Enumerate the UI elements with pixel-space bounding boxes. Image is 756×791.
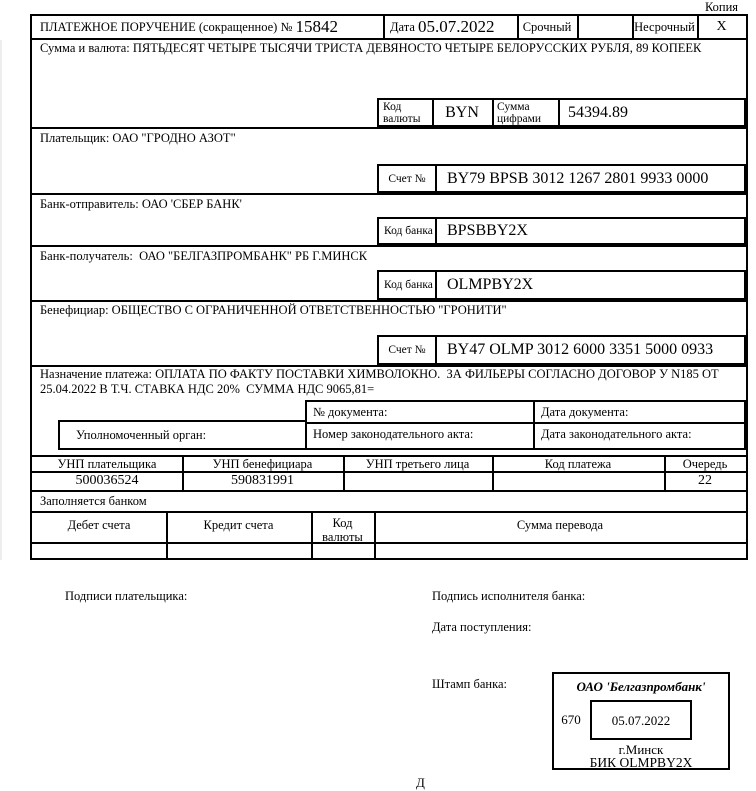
divider-line	[32, 490, 746, 492]
authorized-body-box	[58, 420, 307, 450]
unp-header-payer: УНП плательщика	[57, 457, 157, 471]
document-title	[40, 16, 338, 38]
receiver-bank-code-value: OLMPBY2X	[447, 276, 534, 293]
divider-line	[32, 511, 746, 513]
divider-line	[307, 422, 744, 424]
divider-line	[32, 127, 746, 129]
receiver-bank-label: Банк-получатель: ОАО "БЕЛГАЗПРОМБАНК" РБ Г.МИНСК	[40, 249, 368, 263]
credit-account-header: Кредит счета	[203, 518, 274, 532]
divider-line	[383, 16, 385, 38]
divider-line	[32, 245, 746, 247]
currency-code-value: BYN	[445, 103, 479, 121]
divider-line	[32, 300, 746, 302]
urgent-checkbox	[577, 16, 632, 38]
receiver-bank-code-label: Код банка	[384, 279, 433, 291]
payer-account-label: Счет №	[388, 172, 426, 185]
doc-number-field-label: № документа:	[313, 405, 388, 419]
receipt-date-label: Дата поступления:	[432, 620, 532, 634]
unp-header-payment-code: Код платежа	[544, 457, 612, 471]
date-label: Дата	[390, 19, 419, 34]
transfer-amount-header: Сумма перевода	[516, 518, 604, 532]
currency-code-label: Код валюты	[383, 100, 421, 125]
payer-account-value: BY79 BPSB 3012 1267 2801 9933 0000	[447, 169, 709, 187]
divider-line	[435, 337, 437, 363]
debit-account-header: Дебет счета	[67, 518, 131, 532]
divider-line	[32, 38, 746, 40]
date-cell	[390, 16, 495, 38]
currency-amount-box	[377, 98, 746, 127]
amount-digits-label: Сумма цифрами	[497, 100, 542, 125]
scan-artifact-line	[0, 40, 2, 560]
doc-date-field-label: Дата документа:	[541, 405, 629, 419]
bank-section-title: Заполняется банком	[40, 494, 147, 508]
unp-header-beneficiary: УНП бенефициара	[212, 457, 313, 471]
cut-off-character: Д	[416, 775, 425, 790]
divider-line	[32, 542, 746, 544]
payment-order-table	[30, 14, 748, 560]
payer-label: Плательщик: ОАО "ГРОДНО АЗОТ"	[40, 131, 236, 145]
non-urgent-checkbox: X	[716, 19, 727, 34]
unp-value-queue: 22	[698, 473, 712, 488]
stamp-date-box	[590, 700, 692, 740]
act-date-label: Дата законодательного акта:	[541, 427, 692, 441]
copy-label: Копия	[704, 0, 739, 14]
payment-purpose-line2: 25.04.2022 В Т.Ч. СТАВКА НДС 20% СУММА НДС 9065,81=	[40, 382, 375, 396]
beneficiary-label: Бенефициар: ОБЩЕСТВО С ОГРАНИЧЕННОЙ ОТВЕТСТВЕННОСТЬЮ "ГРОНИТИ"	[40, 303, 507, 317]
divider-line	[492, 100, 494, 125]
divider-line	[558, 100, 560, 125]
divider-line	[435, 166, 437, 191]
act-number-label: Номер законодательного акта:	[313, 427, 474, 441]
receiver-bank-code-box	[377, 270, 746, 300]
sender-bank-label: Банк-отправитель: ОАО 'СБЕР БАНК'	[40, 197, 242, 211]
divider-line	[533, 402, 535, 448]
divider-line	[435, 219, 437, 243]
non-urgent-label: Несрочный	[634, 19, 695, 34]
stamp-city: г.Минск	[618, 742, 664, 757]
unp-header-third-party: УНП третьего лица	[365, 457, 470, 471]
unp-value-beneficiary: 590831991	[231, 473, 294, 488]
beneficiary-account-value: BY47 OLMP 3012 6000 3351 5000 0933	[447, 341, 714, 358]
amount-digits-value: 54394.89	[568, 103, 628, 121]
divider-line	[32, 193, 746, 195]
bank-stamp-label: Штамп банка:	[432, 677, 507, 691]
unp-header-queue: Очередь	[682, 457, 728, 471]
unp-value-payer: 500036524	[75, 473, 139, 488]
bank-executor-signature-label: Подпись исполнителя банка:	[432, 589, 586, 603]
stamp-bik: БИК OLMPBY2X	[589, 755, 693, 770]
payer-signature-label: Подписи плательщика:	[65, 589, 188, 603]
amount-words: Сумма и валюта: ПЯТЬДЕСЯТ ЧЕТЫРЕ ТЫСЯЧИ ТРИСТА ДЕВЯНОСТО ЧЕТЫРЕ БЕЛОРУССКИХ РУБЛЯ, 89 КОПЕЕК	[40, 41, 702, 55]
divider-line	[435, 272, 437, 298]
beneficiary-account-label: Счет №	[388, 344, 426, 356]
document-title-text: ПЛАТЕЖНОЕ ПОРУЧЕНИЕ (сокращенное) №	[40, 19, 296, 34]
stamp-code: 670	[561, 712, 581, 727]
beneficiary-account-box	[377, 335, 746, 365]
sender-bank-code-value: BPSBBY2X	[447, 222, 528, 239]
legal-acts-box	[305, 400, 746, 450]
sender-bank-code-box	[377, 217, 746, 245]
stamp-bank-name: ОАО 'Белгазпромбанк'	[576, 679, 706, 694]
document-number: 15842	[295, 17, 339, 36]
payer-account-box	[377, 164, 746, 193]
currency-code-header: Код валюты	[322, 516, 363, 544]
stamp-date: 05.07.2022	[611, 712, 671, 728]
urgent-label: Срочный	[522, 19, 572, 34]
date-value: 05.07.2022	[418, 17, 495, 36]
sender-bank-code-label: Код банка	[384, 225, 433, 237]
authorized-body-label: Уполномоченный орган:	[76, 427, 207, 442]
payment-purpose-line1: Назначение платежа: ОПЛАТА ПО ФАКТУ ПОСТАВКИ ХИМВОЛОКНО. ЗА ФИЛЬЕРЫ СОГЛАСНО ДОГОВОР У N185 ОТ	[40, 367, 719, 381]
bank-stamp-box	[552, 672, 730, 770]
